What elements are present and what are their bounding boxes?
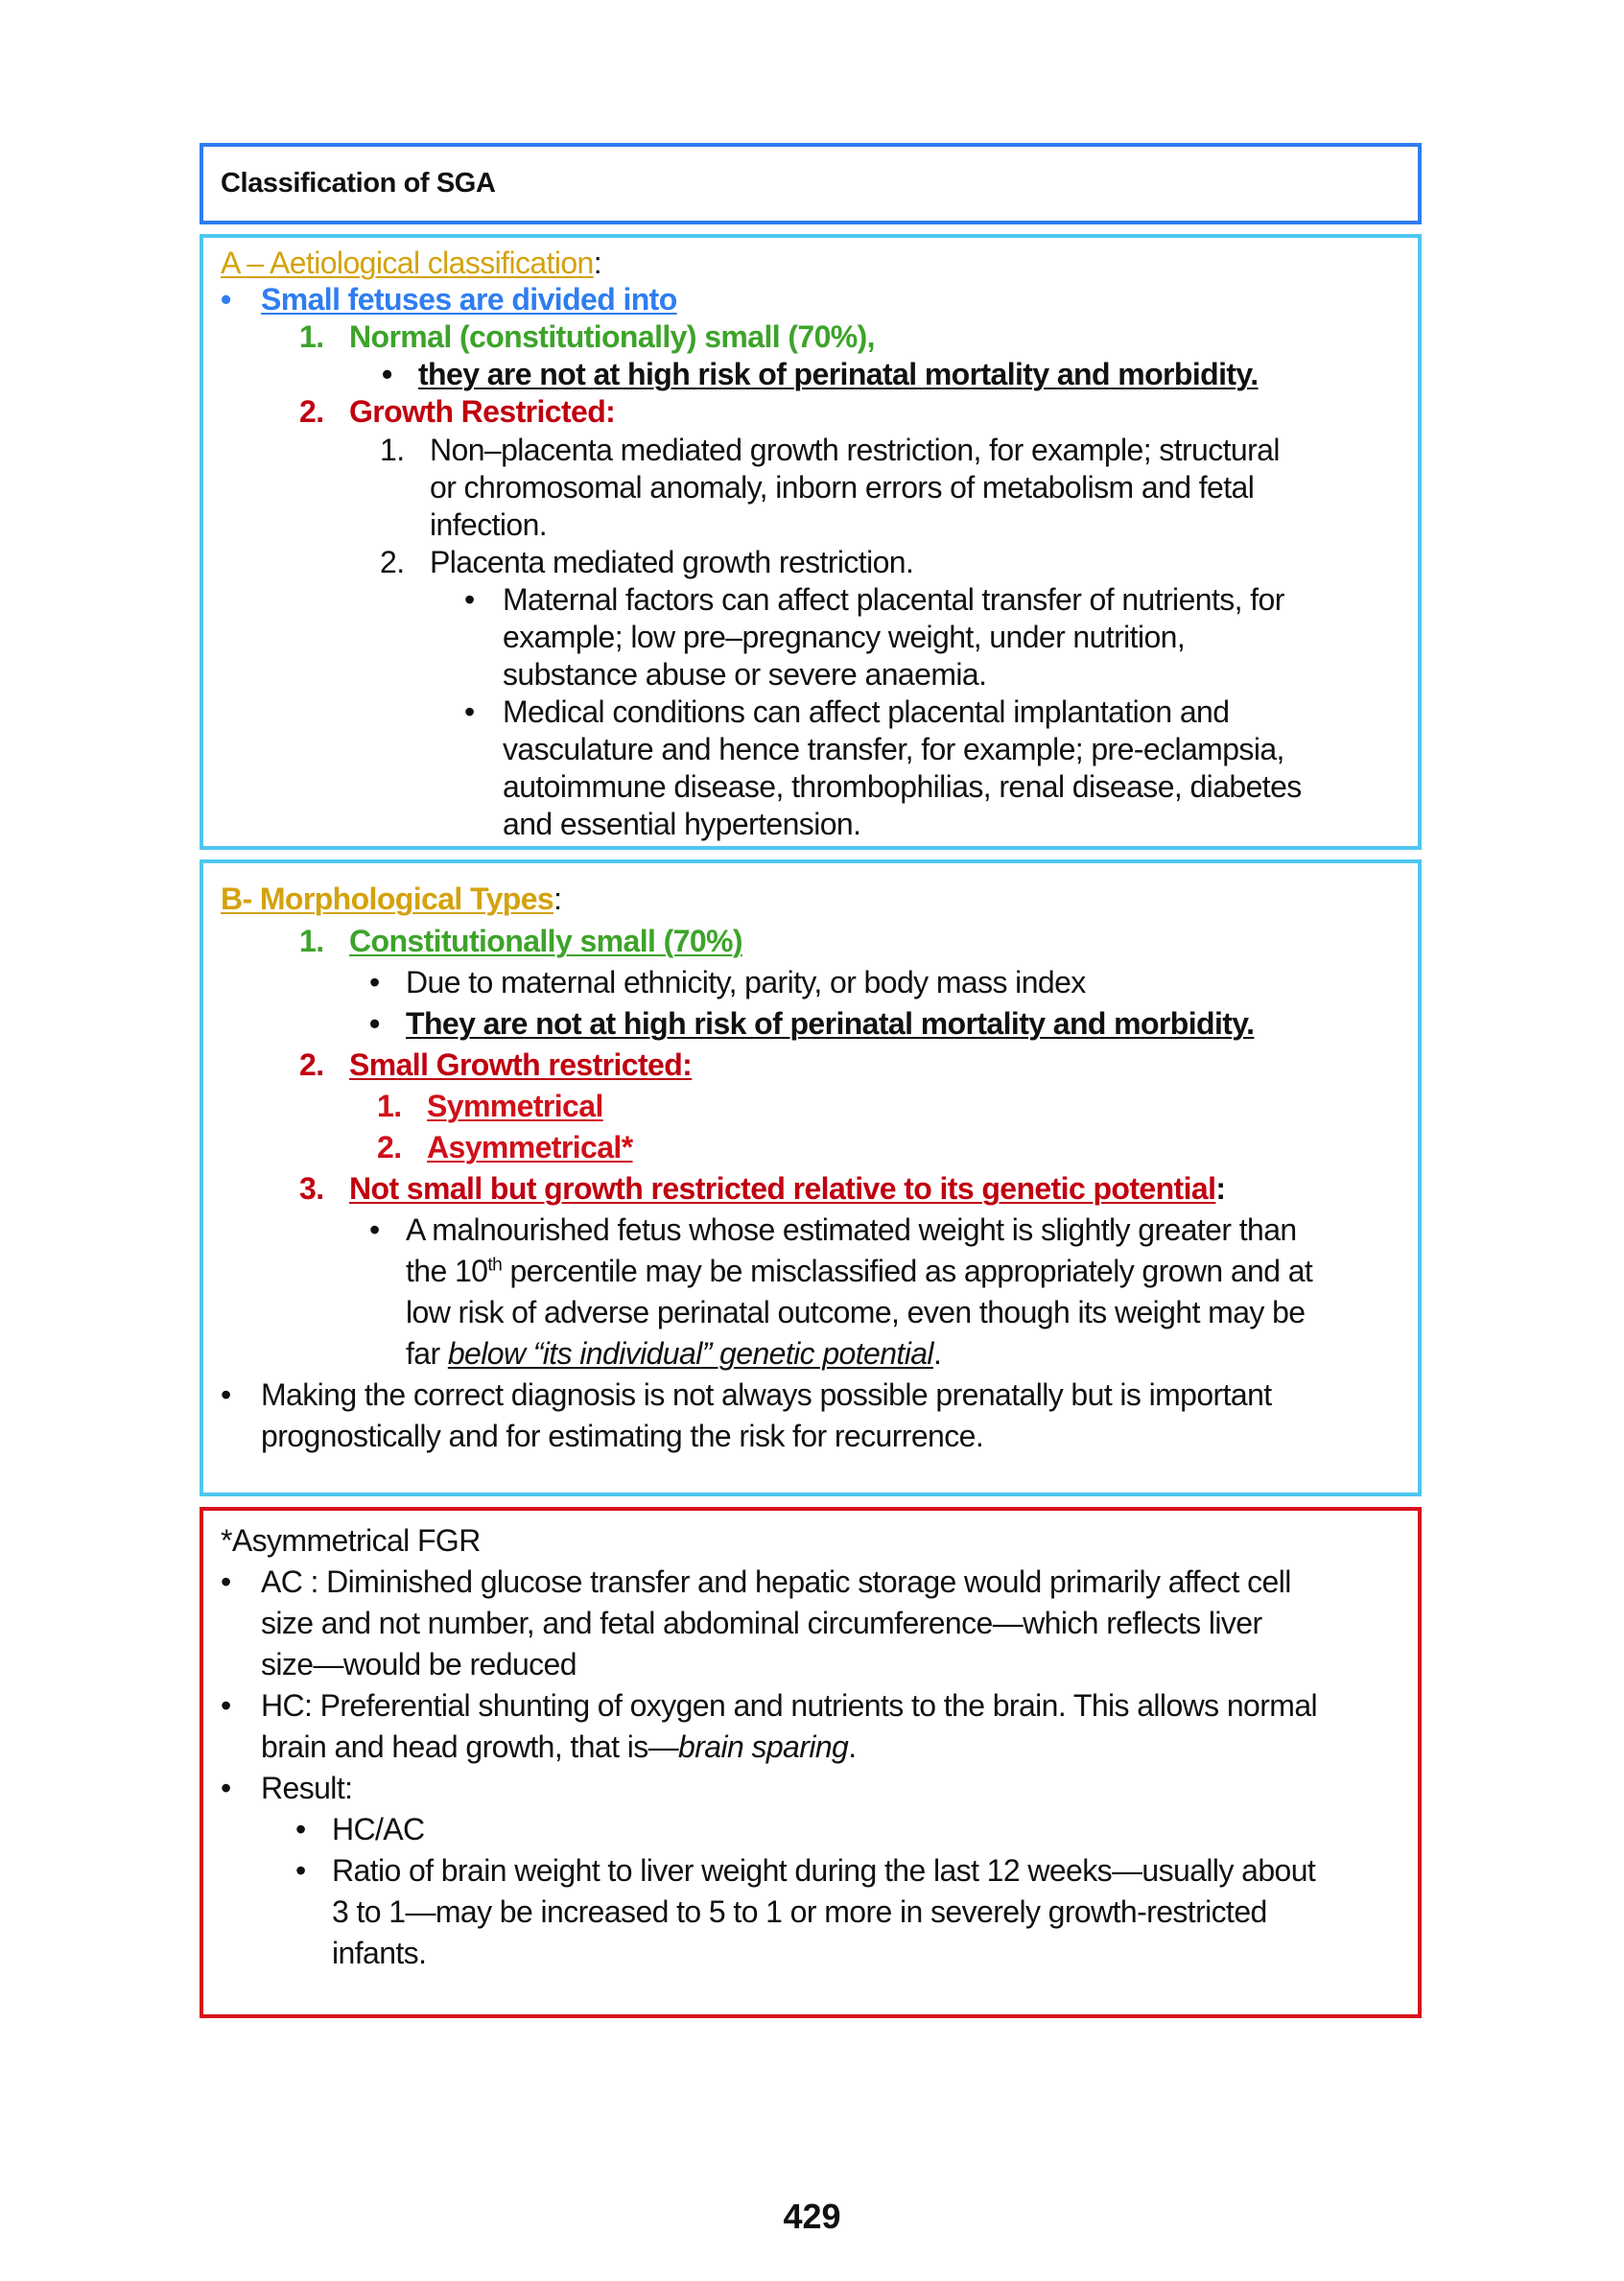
note-result-sub-line: infants.	[332, 1936, 427, 1970]
page-title: Classification of SGA	[221, 168, 496, 199]
section-b-item-1: 1. Constitutionally small (70%)	[299, 924, 742, 958]
section-a-sub-2-bullet-1-line: substance abuse or severe anaemia.	[503, 657, 987, 692]
section-a-sub-2-bullet-1: • Maternal factors can affect placental transfer of nutrients, for	[464, 582, 1284, 617]
note-ac-line: size—would be reduced	[261, 1647, 577, 1681]
section-b-closing-bullet: • Making the correct diagnosis is not always possible prenatally but is important	[221, 1377, 1272, 1412]
section-a-heading: A – Aetiological classification:	[221, 246, 602, 280]
note-result-bullet: • Result:	[221, 1771, 353, 1805]
bullet-icon: •	[221, 1771, 231, 1805]
note-hc-line: brain and head growth, that is—brain sparing.	[261, 1729, 857, 1764]
section-a-sub-1-line: or chromosomal anomaly, inborn errors of metabolism and fetal	[430, 470, 1255, 505]
bullet-icon: •	[221, 1564, 231, 1599]
note-ac-bullet: • AC : Diminished glucose transfer and hepatic storage would primarily affect cell	[221, 1564, 1291, 1599]
bullet-icon: •	[369, 1212, 380, 1247]
note-result-sub: • Ratio of brain weight to liver weight during the last 12 weeks—usually about	[295, 1853, 1316, 1888]
note-result-sub: • HC/AC	[295, 1812, 425, 1846]
section-a-item-1: 1. Normal (constitutionally) small (70%),	[299, 319, 875, 354]
section-a-heading-text: A – Aetiological classification	[221, 246, 594, 280]
section-a-item-1-bullet: • they are not at high risk of perinatal mortality and morbidity.	[382, 357, 1259, 391]
bullet-icon: •	[221, 1688, 231, 1723]
section-b-item-1-bullet: • They are not at high risk of perinatal mortality and morbidity.	[369, 1006, 1255, 1041]
section-a-intro: • Small fetuses are divided into	[221, 282, 677, 317]
note-heading: *Asymmetrical FGR	[221, 1523, 481, 1558]
bullet-icon: •	[369, 965, 380, 999]
bullet-icon: •	[464, 694, 475, 729]
section-b-item-2-sub: 2. Asymmetrical*	[377, 1130, 633, 1164]
section-b-heading: B- Morphological Types:	[221, 882, 562, 916]
section-b-item-3: 3. Not small but growth restricted relative to its genetic potential:	[299, 1171, 1226, 1206]
bullet-icon: •	[295, 1853, 306, 1888]
page-number: 429	[783, 2197, 841, 2236]
section-a-sub-2-bullet-2-line: autoimmune disease, thrombophilias, renal disease, diabetes	[503, 769, 1302, 804]
section-a-sub-1: 1. Non–placenta mediated growth restriction, for example; structural	[380, 433, 1280, 467]
section-b-item-3-bullet-line: the 10th percentile may be misclassified as appropriately grown and at	[406, 1254, 1313, 1288]
section-a-sub-2: 2. Placenta mediated growth restriction.	[380, 545, 914, 579]
bullet-icon: •	[295, 1812, 306, 1846]
bullet-icon: •	[221, 282, 231, 317]
bullet-icon: •	[221, 1377, 231, 1412]
section-a-item-2: 2. Growth Restricted:	[299, 394, 616, 429]
bullet-icon: •	[382, 357, 392, 391]
section-a-sub-2-bullet-2: • Medical conditions can affect placental implantation and	[464, 694, 1230, 729]
bullet-icon: •	[369, 1006, 380, 1041]
section-b-item-2: 2. Small Growth restricted:	[299, 1047, 693, 1082]
bullet-icon: •	[464, 582, 475, 617]
section-a-sub-2-bullet-2-line: vasculature and hence transfer, for example; pre-eclampsia,	[503, 732, 1284, 766]
section-b-item-1-bullet: • Due to maternal ethnicity, parity, or body mass index	[369, 965, 1086, 999]
note-result-sub-line: 3 to 1—may be increased to 5 to 1 or more in severely growth-restricted	[332, 1894, 1267, 1929]
section-b-closing-bullet-line: prognostically and for estimating the risk for recurrence.	[261, 1419, 984, 1453]
section-a-sub-2-bullet-1-line: example; low pre–pregnancy weight, under nutrition,	[503, 620, 1186, 654]
section-a-sub-2-bullet-2-line: and essential hypertension.	[503, 807, 861, 841]
note-ac-line: size and not number, and fetal abdominal circumference—which reflects liver	[261, 1606, 1262, 1640]
note-hc-bullet: • HC: Preferential shunting of oxygen and nutrients to the brain. This allows normal	[221, 1688, 1318, 1723]
section-b-item-3-bullet-line: low risk of adverse perinatal outcome, even though its weight may be	[406, 1295, 1306, 1329]
section-b-item-2-sub: 1. Symmetrical	[377, 1089, 603, 1123]
section-b-item-3-bullet-line: far below “its individual” genetic potential.	[406, 1336, 942, 1371]
section-a-sub-1-line: infection.	[430, 507, 548, 542]
section-b-item-3-bullet: • A malnourished fetus whose estimated weight is slightly greater than	[369, 1212, 1297, 1247]
